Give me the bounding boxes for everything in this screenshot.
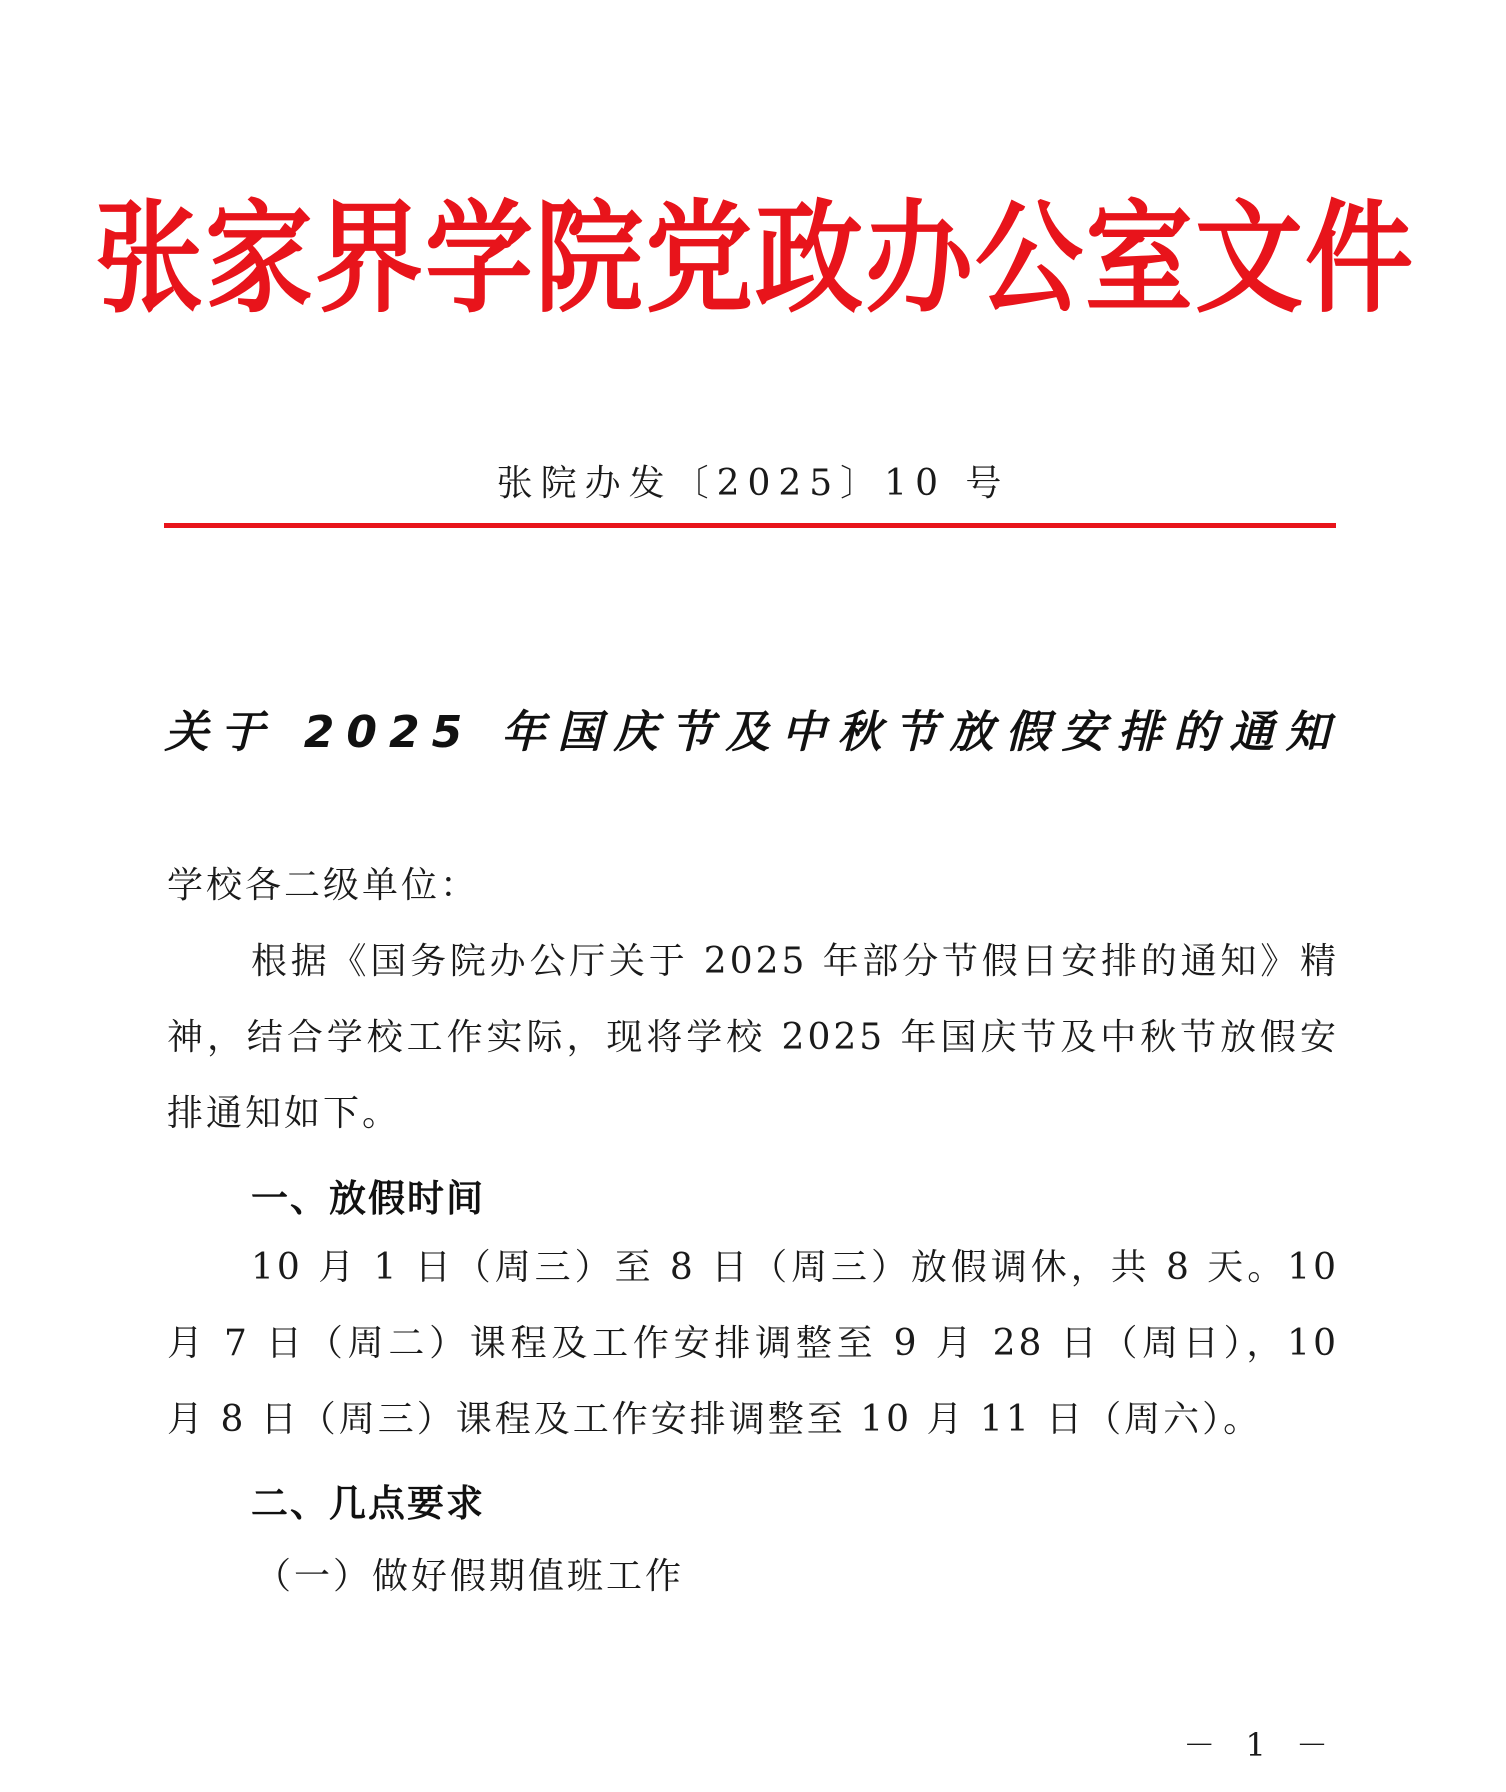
holiday-time-paragraph: 10 月 1 日（周三）至 8 日（周三）放假调休，共 8 天。10 月 7 日（周二）课程及工作安排调整至 9 月 28 日（周日），10 月 8 日（周三）课程及工作安排调整至 10 月 11 日（周六）。	[167, 1247, 1339, 1440]
intro-paragraph: 根据《国务院办公厅关于 2025 年部分节假日安排的通知》精神，结合学校工作实际，现将学校 2025 年国庆节及中秋节放假安排通知如下。	[167, 941, 1339, 1134]
document-masthead: 张家界学院党政办公室文件	[95, 189, 1416, 330]
addressee: 学校各二级单位：	[167, 865, 480, 906]
subsection-heading-duty: （一）做好假期值班工作	[255, 1556, 685, 1597]
section-heading-holiday-time: 一、放假时间	[251, 1177, 485, 1220]
notice-title: 关于 2025 年国庆节及中秋节放假安排的通知	[164, 707, 1342, 758]
red-divider-line	[164, 523, 1336, 528]
document-number: 张院办发〔2025〕10 号	[496, 463, 1010, 504]
page-number: － 1 －	[1183, 1726, 1338, 1764]
section-heading-requirements: 二、几点要求	[251, 1482, 485, 1525]
